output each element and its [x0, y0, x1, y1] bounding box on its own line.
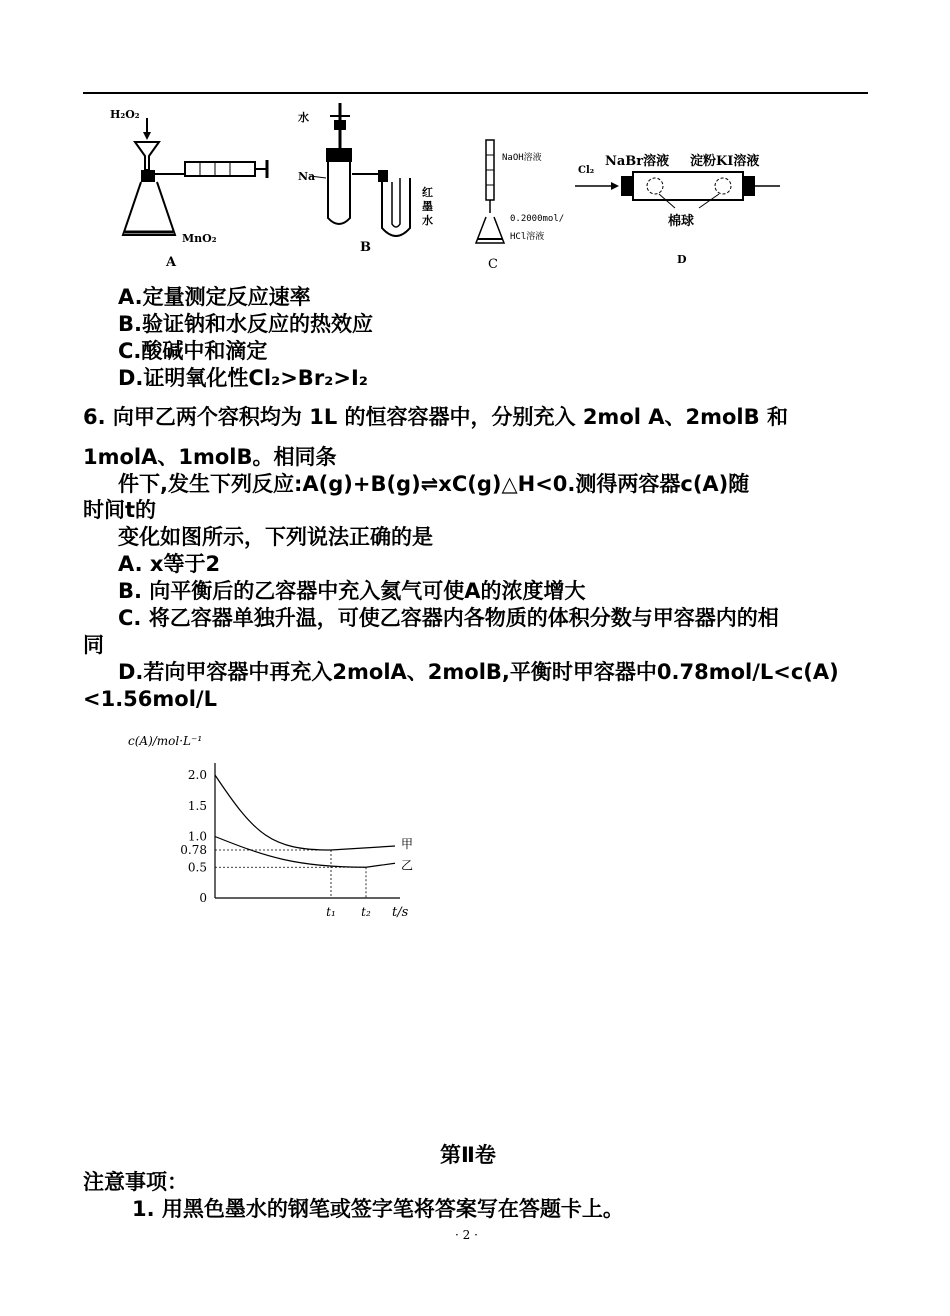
q6-option-d-line1: D.若向甲容器中再充入2molA、2molB,平衡时甲容器中0.78mol/L<c(A)	[118, 660, 839, 684]
fig-a-caption: A	[166, 255, 177, 270]
y-tick-label-2: 1.0	[187, 829, 207, 844]
x-tick-t2: t₂	[361, 905, 371, 919]
fig-c-hcl-line2: HCl溶液	[510, 232, 545, 242]
y-tick-label-0: 2.0	[187, 768, 207, 782]
q6-stem-line2: 1molA、1molB。相同条	[83, 445, 337, 469]
series-jia-line	[215, 775, 395, 850]
q6-stem-line3: 件下,发生下列反应:A(g)+B(g)⇌xC(g)△H<0.测得两容器c(A)随	[118, 472, 750, 496]
fig-a-mno2-label: MnO₂	[182, 232, 217, 245]
fig-b-caption: B	[360, 240, 371, 255]
fig-d-cl2-label: Cl₂	[578, 165, 595, 176]
x-tick-t1: t₁	[326, 905, 336, 919]
page-number: · 2 ·	[455, 1228, 478, 1242]
fig-c-hcl-line1: 0.2000mol/	[510, 214, 565, 224]
q6-option-d-line2: <1.56mol/L	[83, 687, 217, 711]
y-tick-label-4: 0.5	[187, 860, 207, 875]
y-tick-label-3: 0.78	[180, 843, 207, 858]
x-axis-label: t/s	[392, 905, 409, 920]
section-title: 第Ⅱ卷	[440, 1143, 496, 1167]
q5-option-a: A.定量测定反应速率	[118, 285, 311, 309]
q6-option-b: B. 向平衡后的乙容器中充入氦气可使A的浓度增大	[118, 579, 586, 603]
q6-stem-line4: 时间t的	[83, 498, 157, 522]
figure-b-apparatus	[300, 98, 450, 258]
q6-option-c-line2: 同	[83, 633, 104, 657]
fig-d-ki-label: 淀粉KI溶液	[690, 154, 760, 169]
y-tick-label-1: 1.5	[187, 798, 207, 813]
fig-b-na-label: Na	[298, 170, 316, 183]
series-jia-label: 甲	[401, 837, 414, 852]
fig-a-h2o2-label: H₂O₂	[110, 108, 140, 121]
y-axis-label: c(A)/mol·L⁻¹	[128, 734, 203, 748]
fig-c-naoh-label: NaOH溶液	[502, 153, 542, 163]
fig-d-cotton-label: 棉球	[668, 214, 695, 229]
fig-d-caption: D	[677, 253, 687, 266]
series-yi-line	[215, 837, 395, 868]
y-tick-label-5: 0	[199, 891, 207, 905]
fig-d-nabr-label: NaBr溶液	[605, 154, 670, 169]
notice-item-1: 1. 用黑色墨水的钢笔或签字笔将答案写在答题卡上。	[132, 1197, 624, 1221]
q6-stem-line5: 变化如图所示，下列说法正确的是	[118, 525, 433, 549]
notice-heading: 注意事项：	[83, 1170, 188, 1194]
q5-option-d: D.证明氧化性Cl₂>Br₂>I₂	[118, 366, 368, 390]
series-yi-label: 乙	[401, 858, 414, 873]
fig-b-red-ink-label: 红墨水	[422, 186, 433, 227]
q5-option-c: C.酸碱中和滴定	[118, 339, 268, 363]
top-rule	[83, 92, 868, 94]
q6-option-c-line1: C. 将乙容器单独升温，可使乙容器内各物质的体积分数与甲容器内的相	[118, 606, 779, 630]
q5-option-b: B.验证钠和水反应的热效应	[118, 312, 373, 336]
fig-b-water-label: 水	[298, 111, 309, 124]
fig-c-caption: C	[488, 257, 498, 272]
q6-stem-line1: 6. 向甲乙两个容积均为 1L 的恒容容器中，分别充入 2mol A、2molB 和	[83, 405, 788, 429]
q6-option-a: A. x等于2	[118, 552, 221, 576]
concentration-time-chart	[120, 725, 440, 930]
